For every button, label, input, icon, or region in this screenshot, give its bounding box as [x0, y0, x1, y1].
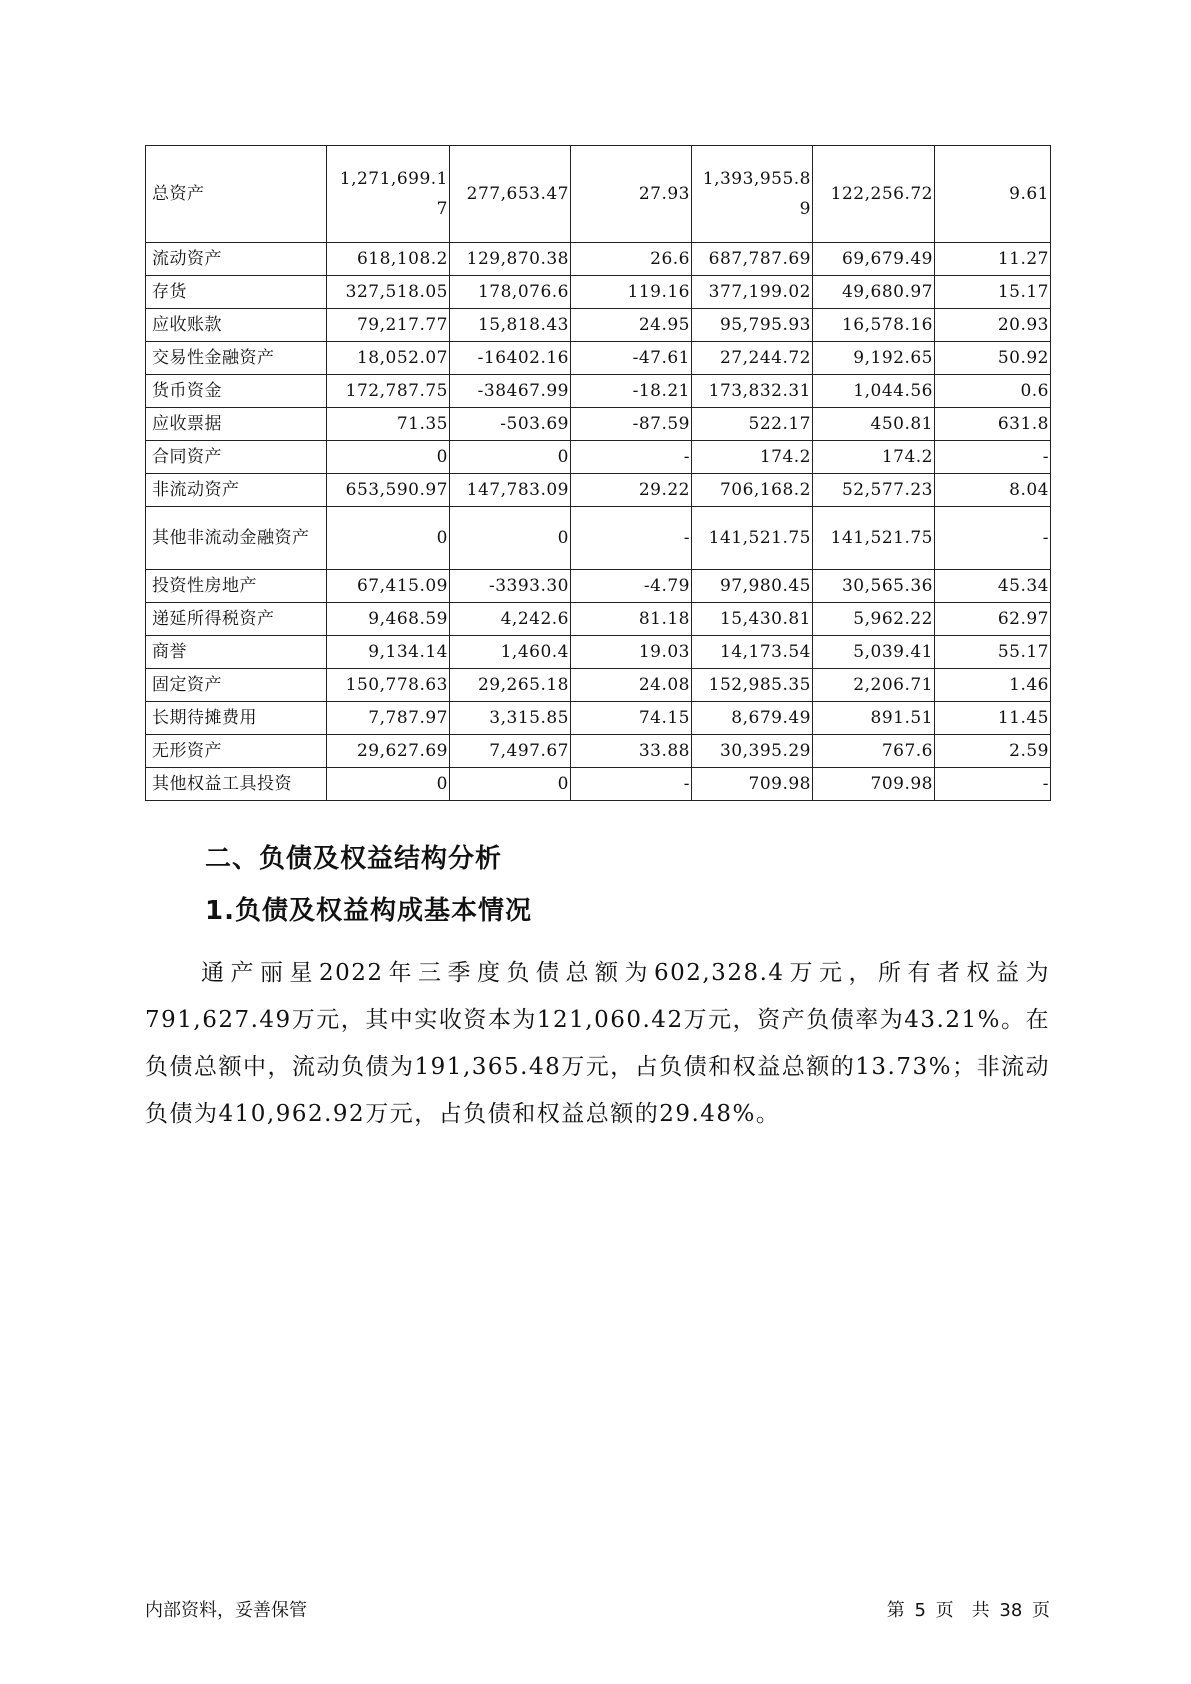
cell-c2: 178,076.6 — [450, 276, 571, 309]
cell-c5: 450.81 — [813, 408, 935, 441]
row-label: 其他权益工具投资 — [146, 768, 327, 801]
row-label: 无形资产 — [146, 735, 327, 768]
cell-c6: 11.45 — [935, 702, 1051, 735]
row-label: 应收票据 — [146, 408, 327, 441]
cell-c4: 706,168.2 — [692, 474, 813, 507]
cell-c2: 4,242.6 — [450, 603, 571, 636]
cell-c1: 0 — [327, 507, 450, 570]
cell-c4: 8,679.49 — [692, 702, 813, 735]
cell-c5: 1,044.56 — [813, 375, 935, 408]
cell-c4: 30,395.29 — [692, 735, 813, 768]
cell-c6: 9.61 — [935, 146, 1051, 243]
cell-c6: 631.8 — [935, 408, 1051, 441]
cell-c2: 147,783.09 — [450, 474, 571, 507]
cell-c3: -47.61 — [571, 342, 692, 375]
row-label: 合同资产 — [146, 441, 327, 474]
cell-c5: 141,521.75 — [813, 507, 935, 570]
cell-c6: 11.27 — [935, 243, 1051, 276]
cell-c3: 24.95 — [571, 309, 692, 342]
cell-c3: - — [571, 441, 692, 474]
cell-c3: 26.6 — [571, 243, 692, 276]
cell-c4: 377,199.02 — [692, 276, 813, 309]
table-row — [146, 276, 1051, 309]
table-row — [146, 507, 1051, 570]
row-label: 固定资产 — [146, 669, 327, 702]
cell-c5: 891.51 — [813, 702, 935, 735]
cell-c6: - — [935, 507, 1051, 570]
cell-c1: 618,108.2 — [327, 243, 450, 276]
cell-c1: 79,217.77 — [327, 309, 450, 342]
row-label: 递延所得税资产 — [146, 603, 327, 636]
cell-c1: 9,468.59 — [327, 603, 450, 636]
cell-c3: -87.59 — [571, 408, 692, 441]
cell-c6: - — [935, 768, 1051, 801]
cell-c4: 14,173.54 — [692, 636, 813, 669]
cell-c1: 9,134.14 — [327, 636, 450, 669]
row-label: 非流动资产 — [146, 474, 327, 507]
cell-c6: 15.17 — [935, 276, 1051, 309]
cell-c4: 141,521.75 — [692, 507, 813, 570]
cell-c5: 709.98 — [813, 768, 935, 801]
cell-c5: 69,679.49 — [813, 243, 935, 276]
row-label: 存货 — [146, 276, 327, 309]
row-label: 交易性金融资产 — [146, 342, 327, 375]
row-label: 货币资金 — [146, 375, 327, 408]
cell-c2: -3393.30 — [450, 570, 571, 603]
cell-c3: 74.15 — [571, 702, 692, 735]
cell-c6: - — [935, 441, 1051, 474]
cell-c3: 24.08 — [571, 669, 692, 702]
table-row — [146, 570, 1051, 603]
cell-c5: 49,680.97 — [813, 276, 935, 309]
table-row — [146, 309, 1051, 342]
cell-c2: 7,497.67 — [450, 735, 571, 768]
cell-c4: 174.2 — [692, 441, 813, 474]
cell-c5: 16,578.16 — [813, 309, 935, 342]
cell-c1: 29,627.69 — [327, 735, 450, 768]
cell-c1: 327,518.05 — [327, 276, 450, 309]
cell-c3: 81.18 — [571, 603, 692, 636]
cell-c4: 1,393,955.89 — [692, 146, 813, 243]
cell-c2: 0 — [450, 441, 571, 474]
cell-c4: 27,244.72 — [692, 342, 813, 375]
row-label: 长期待摊费用 — [146, 702, 327, 735]
row-label: 投资性房地产 — [146, 570, 327, 603]
cell-c6: 8.04 — [935, 474, 1051, 507]
cell-c2: 15,818.43 — [450, 309, 571, 342]
table-row — [146, 243, 1051, 276]
cell-c4: 687,787.69 — [692, 243, 813, 276]
cell-c1: 7,787.97 — [327, 702, 450, 735]
cell-c2: 277,653.47 — [450, 146, 571, 243]
cell-c6: 55.17 — [935, 636, 1051, 669]
cell-c4: 95,795.93 — [692, 309, 813, 342]
cell-c2: -16402.16 — [450, 342, 571, 375]
cell-c2: 1,460.4 — [450, 636, 571, 669]
table-row — [146, 702, 1051, 735]
cell-c1: 653,590.97 — [327, 474, 450, 507]
cell-c3: - — [571, 507, 692, 570]
cell-c3: - — [571, 768, 692, 801]
cell-c5: 2,206.71 — [813, 669, 935, 702]
cell-c6: 50.92 — [935, 342, 1051, 375]
section-subheading: 1.负债及权益构成基本情况 — [205, 896, 532, 926]
table-row — [146, 669, 1051, 702]
asset-table-body — [146, 146, 1051, 801]
cell-c5: 174.2 — [813, 441, 935, 474]
cell-c1: 172,787.75 — [327, 375, 450, 408]
cell-c1: 0 — [327, 441, 450, 474]
footer-confidential: 内部资料，妥善保管 — [145, 1600, 307, 1621]
row-label: 应收账款 — [146, 309, 327, 342]
cell-c4: 709.98 — [692, 768, 813, 801]
cell-c2: 29,265.18 — [450, 669, 571, 702]
cell-c5: 52,577.23 — [813, 474, 935, 507]
cell-c1: 67,415.09 — [327, 570, 450, 603]
cell-c6: 62.97 — [935, 603, 1051, 636]
cell-c3: 27.93 — [571, 146, 692, 243]
cell-c5: 30,565.36 — [813, 570, 935, 603]
cell-c1: 0 — [327, 768, 450, 801]
cell-c6: 2.59 — [935, 735, 1051, 768]
cell-c1: 18,052.07 — [327, 342, 450, 375]
cell-c5: 767.6 — [813, 735, 935, 768]
table-row — [146, 375, 1051, 408]
cell-c3: -18.21 — [571, 375, 692, 408]
cell-c4: 152,985.35 — [692, 669, 813, 702]
table-row — [146, 735, 1051, 768]
cell-c4: 15,430.81 — [692, 603, 813, 636]
cell-c3: 29.22 — [571, 474, 692, 507]
table-row — [146, 441, 1051, 474]
table-row — [146, 146, 1051, 243]
cell-c1: 150,778.63 — [327, 669, 450, 702]
footer-page-number: 第 5 页 共 38 页 — [886, 1600, 1050, 1621]
section-paragraph: 通产丽星2022年三季度负债总额为602,328.4万元，所有者权益为791,627.49万元，其中实收资本为121,060.42万元，资产负债率为43.21%。在负债总额中，流动负债为191,365.48万元，占负债和权益总额的13.73%；非流动负债为410,962.92万元，占负债和权益总额的29.48%。 — [145, 960, 1050, 1127]
asset-table — [145, 145, 1051, 801]
cell-c6: 20.93 — [935, 309, 1051, 342]
cell-c2: 0 — [450, 768, 571, 801]
table-row — [146, 474, 1051, 507]
table-row — [146, 342, 1051, 375]
cell-c3: 33.88 — [571, 735, 692, 768]
cell-c4: 522.17 — [692, 408, 813, 441]
cell-c2: 3,315.85 — [450, 702, 571, 735]
cell-c3: -4.79 — [571, 570, 692, 603]
table-row — [146, 768, 1051, 801]
table-row — [146, 636, 1051, 669]
cell-c5: 9,192.65 — [813, 342, 935, 375]
cell-c6: 1.46 — [935, 669, 1051, 702]
cell-c2: 129,870.38 — [450, 243, 571, 276]
cell-c6: 45.34 — [935, 570, 1051, 603]
cell-c5: 5,039.41 — [813, 636, 935, 669]
cell-c6: 0.6 — [935, 375, 1051, 408]
cell-c1: 1,271,699.17 — [327, 146, 450, 243]
row-label: 商誉 — [146, 636, 327, 669]
cell-c2: 0 — [450, 507, 571, 570]
cell-c5: 122,256.72 — [813, 146, 935, 243]
cell-c4: 173,832.31 — [692, 375, 813, 408]
table-row — [146, 408, 1051, 441]
cell-c5: 5,962.22 — [813, 603, 935, 636]
table-row — [146, 603, 1051, 636]
cell-c1: 71.35 — [327, 408, 450, 441]
row-label: 其他非流动金融资产 — [146, 507, 327, 570]
cell-c3: 19.03 — [571, 636, 692, 669]
cell-c2: -503.69 — [450, 408, 571, 441]
cell-c4: 97,980.45 — [692, 570, 813, 603]
cell-c3: 119.16 — [571, 276, 692, 309]
row-label: 总资产 — [146, 146, 327, 243]
section-heading: 二、负债及权益结构分析 — [205, 844, 503, 874]
row-label: 流动资产 — [146, 243, 327, 276]
cell-c2: -38467.99 — [450, 375, 571, 408]
